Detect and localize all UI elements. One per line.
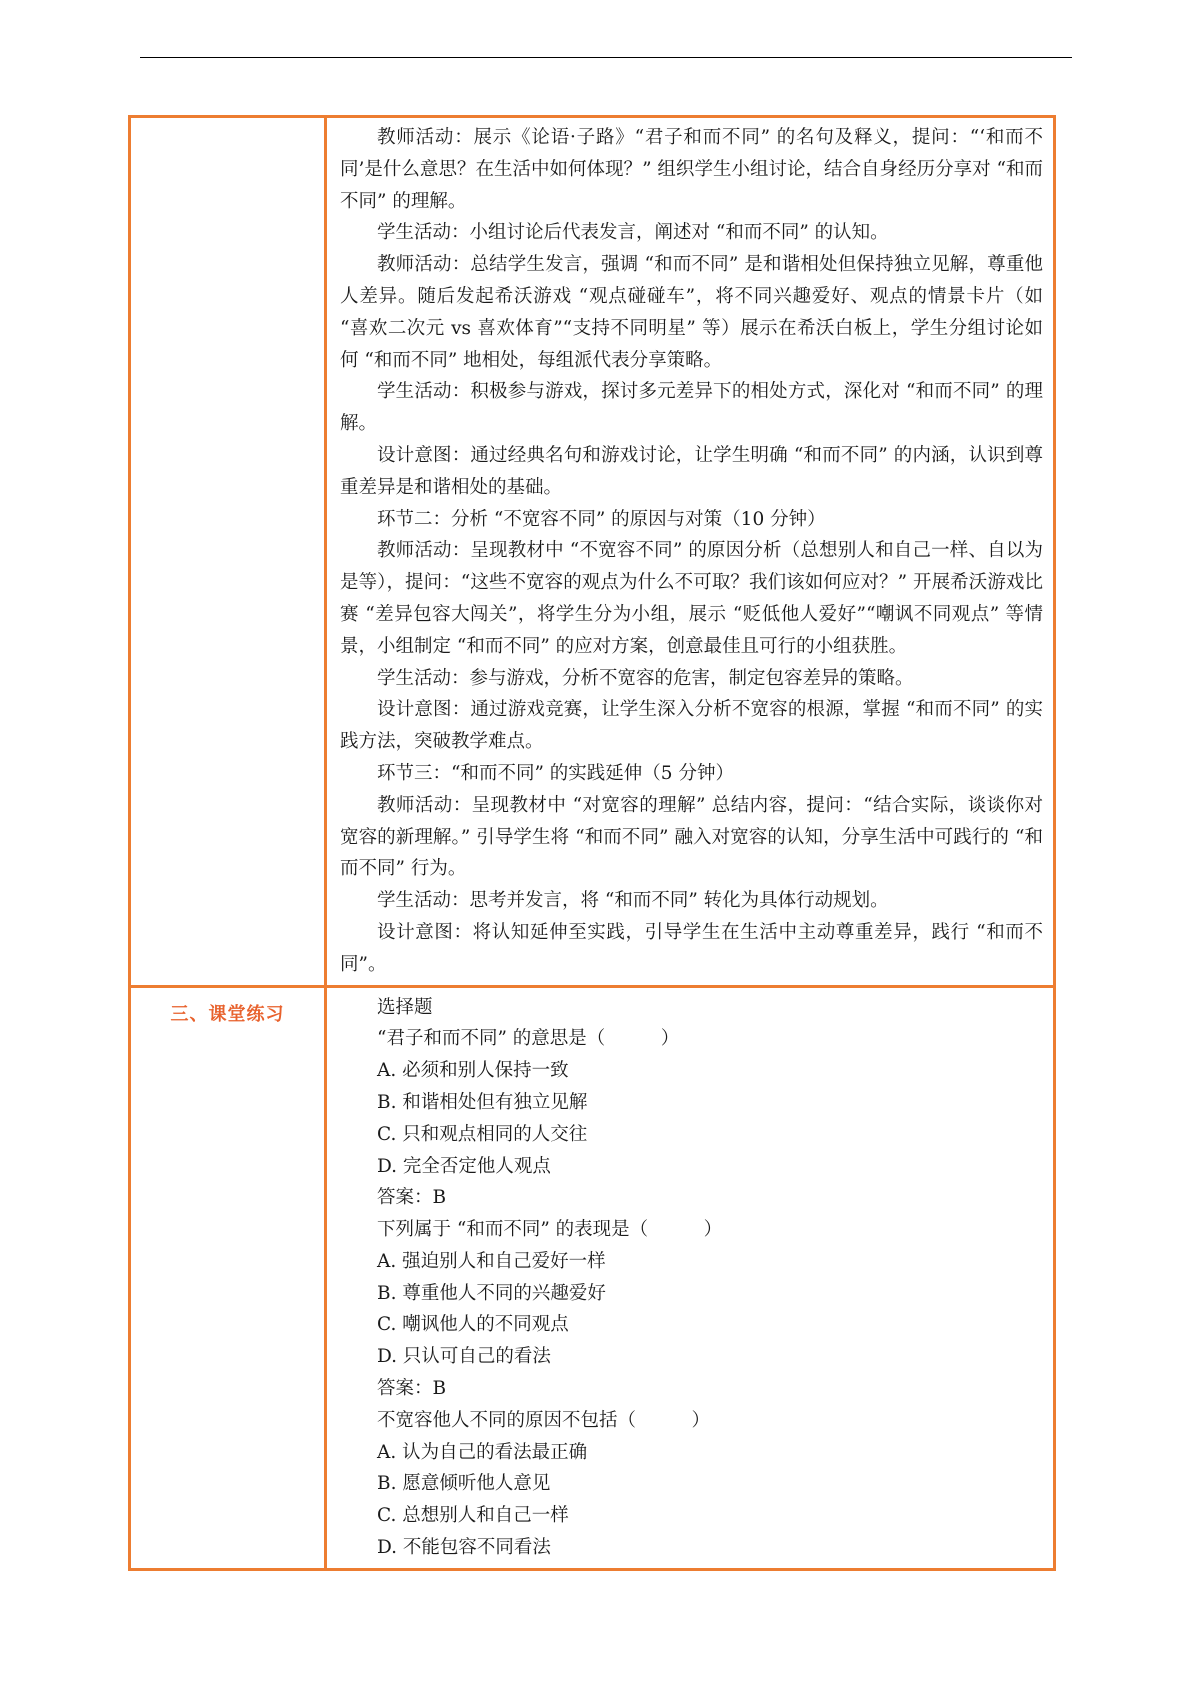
question-3-option-c: C. 总想别人和自己一样 xyxy=(377,1505,569,1527)
question-2-option-d: D. 只认可自己的看法 xyxy=(377,1346,551,1368)
question-1-answer: 答案：B xyxy=(377,1187,447,1209)
question-2-option-a: A. 强迫别人和自己爱好一样 xyxy=(377,1250,606,1272)
question-2-option-b: B. 尊重他人不同的兴趣爱好 xyxy=(377,1282,606,1304)
section-content-cell xyxy=(326,117,1055,987)
paragraph-step-two-heading: 环节二：分析 “不宽容不同” 的原因与对策（10 分钟） xyxy=(377,508,826,530)
paragraph-teacher-activity-3: 教师活动：呈现教材中 “不宽容不同” 的原因分析（总想别人和自己一样、自以为是等），提问：“这些不宽容的观点为什么不可取？我们该如何应对？” 开展希沃游戏比赛 “差异包容大闯关”，将学生分为小组，展示 “贬低他人爱好”“嘲讽不同观点” 等情景，小组制定 “和而不同” 的应对方案，创意最佳且可行的小组获胜。 xyxy=(340,540,1043,657)
question-2-option-c: C. 嘲讽他人的不同观点 xyxy=(377,1314,569,1336)
paragraph-student-activity-3: 学生活动：参与游戏，分析不宽容的危害，制定包容差异的策略。 xyxy=(377,667,914,689)
question-1-option-d: D. 完全否定他人观点 xyxy=(377,1155,551,1177)
paragraph-step-three-heading: 环节三：“和而不同” 的实践延伸（5 分钟） xyxy=(377,762,734,784)
question-3-option-d: D. 不能包容不同看法 xyxy=(377,1537,551,1559)
section-label-cell xyxy=(130,986,326,1569)
header-rule xyxy=(140,57,1072,58)
question-3-option-b: B. 愿意倾听他人意见 xyxy=(377,1473,551,1495)
question-2-answer: 答案：B xyxy=(377,1378,447,1400)
question-1-option-b: B. 和谐相处但有独立见解 xyxy=(377,1091,588,1113)
paragraph-student-activity-1: 学生活动：小组讨论后代表发言，阐述对 “和而不同” 的认知。 xyxy=(377,222,889,244)
question-type-heading: 选择题 xyxy=(377,996,433,1018)
table-row xyxy=(130,986,1055,1569)
paragraph-teacher-activity-4: 教师活动：呈现教材中 “对宽容的理解” 总结内容，提问：“结合实际，谈谈你对宽容的新理解。” 引导学生将 “和而不同” 融入对宽容的认知，分享生活中可践行的 “和而不同” 行为。 xyxy=(340,794,1043,880)
paragraph-teacher-activity-1: 教师活动：展示《论语·子路》“君子和而不同” 的名句及释义，提问：“‘和而不同’是什么意思？在生活中如何体现？” 组织学生小组讨论，结合自身经历分享对 “和而不同” 的理解。 xyxy=(340,127,1043,212)
question-3: 不宽容他人不同的原因不包括（ ） xyxy=(377,1409,711,1431)
paragraph-design-intent-1: 设计意图：通过经典名句和游戏讨论，让学生明确 “和而不同” 的内涵，认识到尊重差异是和谐相处的基础。 xyxy=(340,444,1043,498)
question-3-option-a: A. 认为自己的看法最正确 xyxy=(377,1441,588,1463)
paragraph-design-intent-2: 设计意图：通过游戏竞赛，让学生深入分析不宽容的根源，掌握 “和而不同” 的实践方法，突破教学难点。 xyxy=(340,699,1043,753)
paragraph-student-activity-4: 学生活动：思考并发言，将 “和而不同” 转化为具体行动规划。 xyxy=(377,890,889,912)
lesson-plan-table xyxy=(128,115,1056,1571)
question-1-option-c: C. 只和观点相同的人交往 xyxy=(377,1123,588,1145)
paragraph-design-intent-3: 设计意图：将认知延伸至实践，引导学生在生活中主动尊重差异，践行 “和而不同”。 xyxy=(340,921,1043,975)
section-label-cell xyxy=(130,117,326,987)
question-2: 下列属于 “和而不同” 的表现是（ ） xyxy=(377,1219,723,1241)
section-content-cell xyxy=(326,986,1055,1569)
paragraph-student-activity-2: 学生活动：积极参与游戏，探讨多元差异下的相处方式，深化对 “和而不同” 的理解。 xyxy=(340,381,1043,435)
question-1-option-a: A. 必须和别人保持一致 xyxy=(377,1060,569,1082)
question-1: “君子和而不同” 的意思是（ ） xyxy=(377,1028,680,1050)
paragraph-teacher-activity-2: 教师活动：总结学生发言，强调 “和而不同” 是和谐相处但保持独立见解，尊重他人差异。随后发起希沃游戏 “观点碰碰车”，将不同兴趣爱好、观点的情景卡片（如 “喜欢二次元 vs 喜欢体育”“支持不同明星” 等）展示在希沃白板上，学生分组讨论如何 “和而不同” 地相处，每组派代表分享策略。 xyxy=(340,254,1043,371)
table-row xyxy=(130,117,1055,987)
section-label-classroom-practice: 三、课堂练习 xyxy=(170,1003,285,1025)
